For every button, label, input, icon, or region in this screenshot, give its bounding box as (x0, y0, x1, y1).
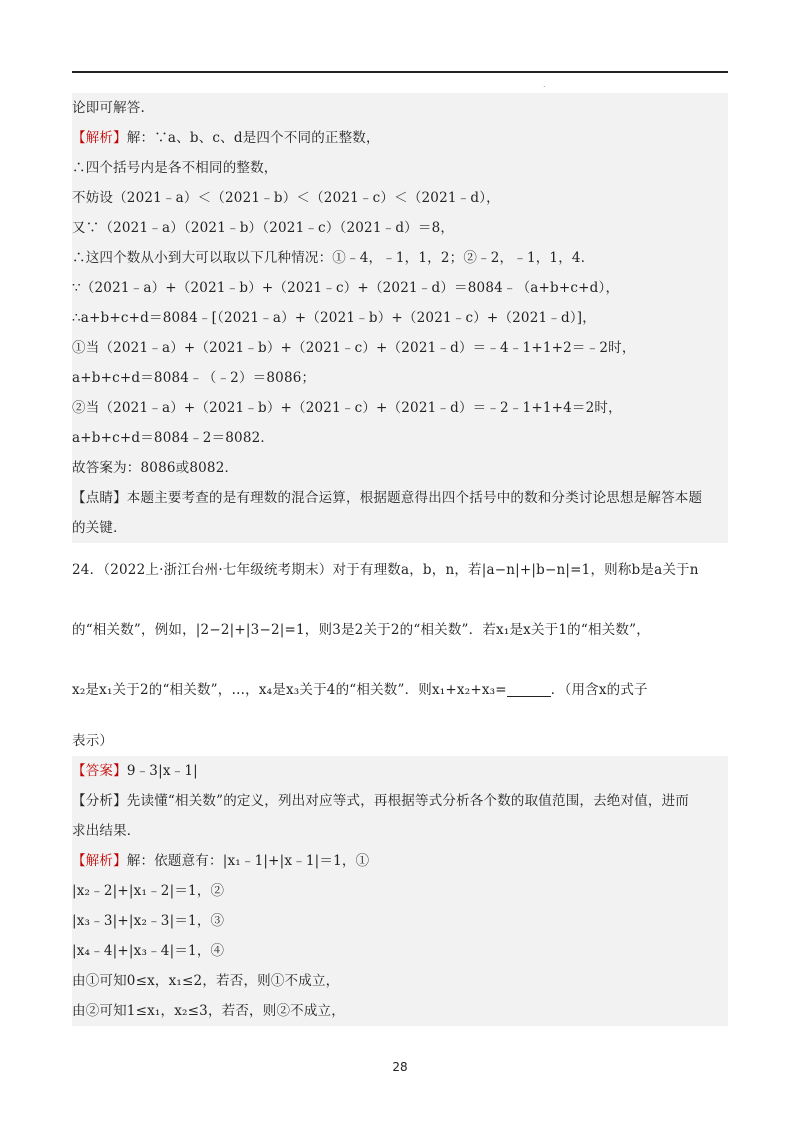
analysis-line: 【分析】先读懂“相关数”的定义，列出对应等式，再根据等式分析各个数的取值范围，去绝对值，进而 (72, 793, 690, 809)
text-line: a+b+c+d＝8084﹣2＝8082． (72, 430, 275, 446)
text-line: 求出结果． (72, 823, 141, 839)
text-line: ∵（2021﹣a）+（2021﹣b）+（2021﹣c）+（2021﹣d）＝8084﹣（a+b+c+d）， (72, 280, 620, 296)
answer-line (72, 756, 732, 786)
header-mark: . (543, 80, 546, 89)
text-line: ∴四个括号内是各不相同的整数， (72, 160, 278, 176)
text-line: |x₃﹣3|+|x₂﹣3|＝1，③ (72, 913, 225, 929)
question-line: 24．（2022上·浙江台州·七年级统考期末）对于有理数a，b，n，若|a−n|+|b−n|=1，则称b是a关于n (72, 562, 699, 578)
text-line: 由②可知1≤x₁，x₂≤3，若否，则②不成立， (72, 1003, 345, 1019)
text-line: ∴这四个数从小到大可以取以下几种情况：①﹣4，﹣1，1，2；②﹣2，﹣1，1，4． (72, 250, 595, 266)
text-line: 又∵（2021﹣a）（2021﹣b）（2021﹣c）（2021﹣d）＝8， (72, 220, 455, 236)
answer-text: 9﹣3|x﹣1| (126, 763, 198, 779)
analysis-tag: 【解析】 (72, 853, 127, 869)
text-line: 论即可解答. (72, 100, 145, 116)
question-line: 的“相关数”，例如，|2−2|+|3−2|=1，则3是2关于2的“相关数”．若x₁是x关于1的“相关数”， (72, 622, 650, 638)
page-number: 28 (392, 1060, 408, 1074)
solution-line (72, 846, 732, 876)
text-line: |x₂﹣2|+|x₁﹣2|＝1，② (72, 883, 225, 899)
text-line: ①当（2021﹣a）+（2021﹣b）+（2021﹣c）+（2021﹣d）＝﹣4﹣1+1+2＝﹣2时， (72, 340, 636, 356)
question-line: 表示） (72, 733, 114, 749)
text-line: 的关键． (72, 520, 127, 536)
text-line: a+b+c+d＝8084﹣（﹣2）＝8086； (72, 370, 316, 386)
solution-text: 解：依题意有：|x₁﹣1|+|x﹣1|＝1，① (126, 853, 370, 869)
text-line: 故答案为：8086或8082． (72, 460, 239, 476)
text-line: 由①可知0≤x，x₁≤2，若否，则①不成立， (72, 973, 340, 989)
answer-blank (507, 682, 551, 697)
analysis-line (72, 123, 732, 153)
header-rule (72, 71, 728, 73)
analysis-tag: 【解析】 (72, 130, 127, 146)
text-line: ②当（2021﹣a）+（2021﹣b）+（2021﹣c）+（2021﹣d）＝﹣2﹣1+1+4＝2时， (72, 400, 622, 416)
question-text: x₂是x₁关于2的“相关数”，…，x₄是x₃关于4的“相关数”．则x₁+x₂+x₃= (72, 682, 507, 698)
question-text: ．（用含x的式子 (550, 682, 648, 698)
text-line: |x₄﹣4|+|x₃﹣4|＝1，④ (72, 943, 225, 959)
text-line: 不妨设（2021﹣a）＜（2021﹣b）＜（2021﹣c）＜（2021﹣d）， (72, 190, 500, 206)
comment-line: 【点睛】本题主要考查的是有理数的混合运算，根据题意得出四个括号中的数和分类讨论思想是解答本题 (72, 490, 703, 506)
analysis-text: 解：∵a、b、c、d是四个不同的正整数， (126, 130, 380, 146)
question-line (72, 668, 732, 712)
answer-tag: 【答案】 (72, 763, 127, 779)
text-line: ∴a+b+c+d＝8084﹣[（2021﹣a）+（2021﹣b）+（2021﹣c）+（2021﹣d）]， (72, 310, 596, 326)
